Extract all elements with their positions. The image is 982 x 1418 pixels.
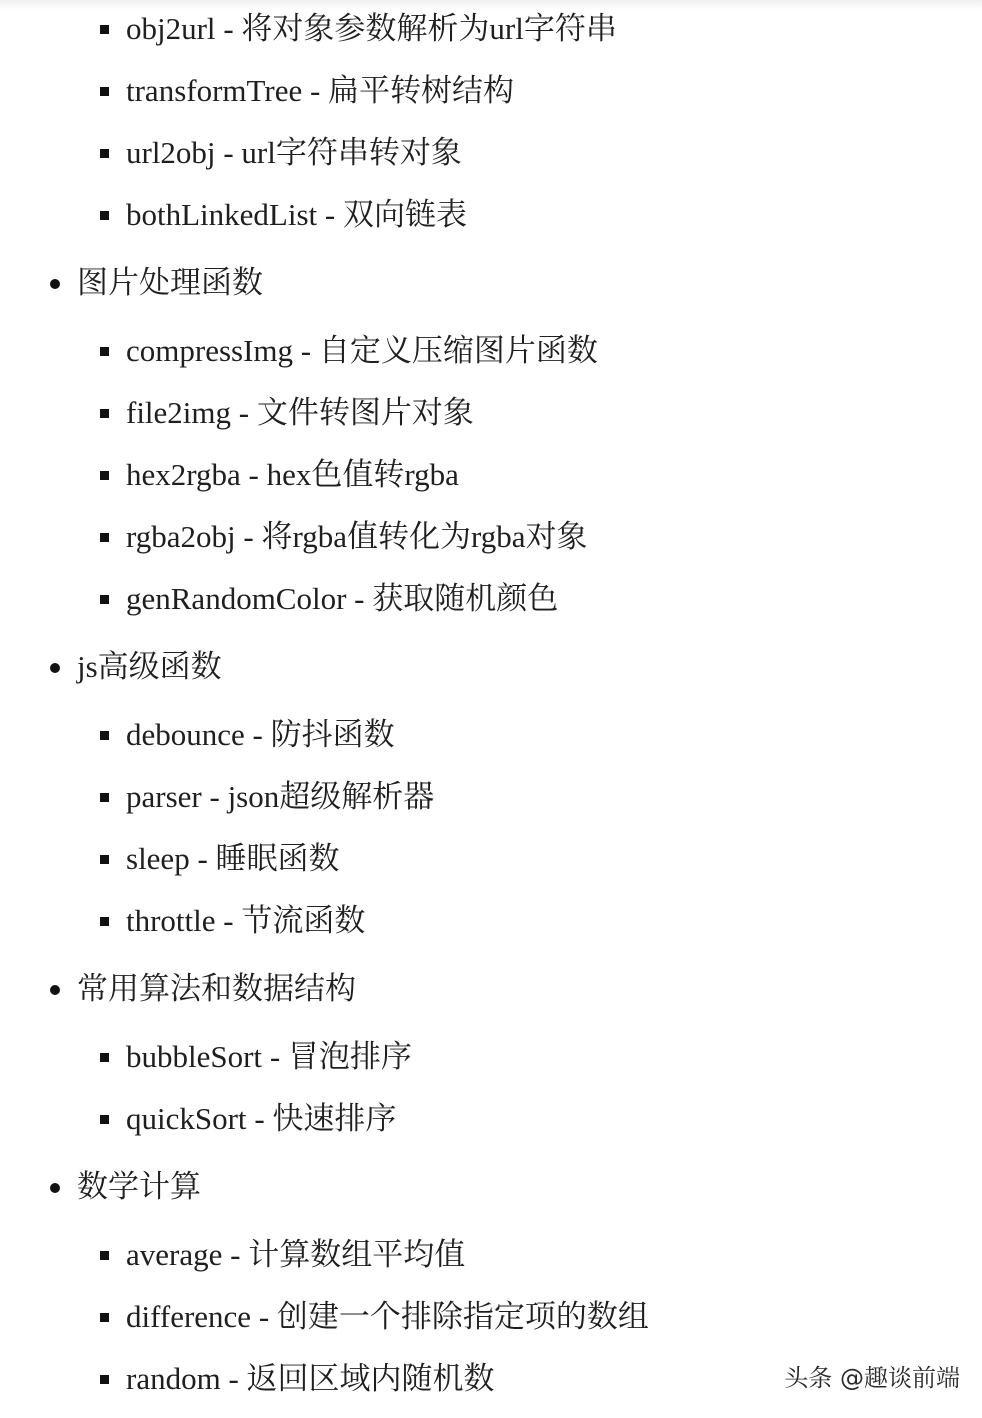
item-description: 节流函数 (241, 903, 366, 938)
item-name: quickSort (126, 1101, 247, 1136)
item-description: 文件转图片对象 (256, 395, 474, 430)
round-bullet-icon (50, 985, 60, 995)
item-name: hex2rgba (126, 457, 241, 492)
section-heading-text: js高级函数 (77, 649, 222, 684)
item-separator: - (244, 717, 271, 752)
list-item-file2img (126, 393, 474, 433)
item-description: 返回区域内随机数 (246, 1361, 495, 1396)
section-heading-text: 数学计算 (77, 1169, 201, 1204)
item-name: debounce (126, 717, 245, 752)
item-description: 自定义压缩图片函数 (318, 333, 598, 368)
list-item-genrandomcolor (126, 579, 558, 619)
square-bullet-icon (100, 917, 109, 926)
item-name: parser (126, 779, 202, 814)
square-bullet-icon (100, 595, 109, 604)
round-bullet-icon (50, 663, 60, 673)
list-item-throttle (126, 901, 365, 941)
item-separator: - (293, 333, 319, 368)
square-bullet-icon (100, 1115, 109, 1124)
item-description: 获取随机颜色 (372, 581, 559, 616)
item-description: 将对象参数解析为url字符串 (241, 11, 617, 46)
list-item-bothlinkedlist (126, 195, 467, 235)
square-bullet-icon (100, 731, 109, 740)
square-bullet-icon (100, 1313, 109, 1322)
square-bullet-icon (100, 1375, 109, 1384)
item-description: 创建一个排除指定项的数组 (276, 1299, 649, 1334)
list-item-difference (126, 1297, 649, 1337)
square-bullet-icon (100, 1251, 109, 1260)
list-item-rgba2obj (126, 517, 588, 557)
item-separator: - (215, 903, 242, 938)
list-item-transformtree (126, 71, 514, 111)
item-separator: - (220, 1361, 247, 1396)
square-bullet-icon (100, 1053, 109, 1062)
item-name: throttle (126, 903, 216, 938)
item-separator: - (215, 11, 242, 46)
square-bullet-icon (100, 533, 109, 542)
section-heading-algorithms (77, 969, 356, 1009)
item-name: transformTree (126, 73, 303, 108)
item-name: rgba2obj (126, 519, 236, 554)
list-item-bubblesort (126, 1037, 412, 1077)
square-bullet-icon (100, 25, 109, 34)
item-description: json超级解析器 (227, 779, 435, 814)
item-name: bothLinkedList (126, 197, 318, 232)
section-heading-text: 常用算法和数据结构 (77, 971, 356, 1006)
square-bullet-icon (100, 471, 109, 480)
item-separator: - (262, 1039, 288, 1074)
item-name: bubbleSort (126, 1039, 263, 1074)
list-item-quicksort (126, 1099, 396, 1139)
item-description: 快速排序 (272, 1101, 397, 1136)
square-bullet-icon (100, 211, 109, 220)
item-description: 计算数组平均值 (248, 1237, 466, 1272)
square-bullet-icon (100, 793, 109, 802)
item-name: random (126, 1361, 221, 1396)
item-separator: - (235, 519, 262, 554)
list-item-debounce (126, 715, 395, 755)
item-separator: - (246, 1101, 273, 1136)
item-separator: - (302, 73, 329, 108)
item-name: compressImg (126, 333, 294, 368)
watermark: 头条 @趣谈前端 (784, 1364, 960, 1392)
item-separator: - (317, 197, 343, 232)
item-description: 将rgba值转化为rgba对象 (261, 519, 588, 554)
square-bullet-icon (100, 149, 109, 158)
item-description: 防抖函数 (270, 717, 395, 752)
list-item-hex2rgba (126, 455, 459, 495)
list-item-obj2url (126, 9, 617, 49)
list-item-sleep (126, 839, 340, 879)
item-description: 冒泡排序 (287, 1039, 412, 1074)
section-heading-image (77, 263, 263, 303)
item-description: 扁平转树结构 (328, 73, 515, 108)
item-description: url字符串转对象 (241, 135, 462, 170)
round-bullet-icon (50, 1183, 60, 1193)
square-bullet-icon (100, 87, 109, 96)
item-name: difference (126, 1299, 252, 1334)
item-separator: - (251, 1299, 277, 1334)
item-name: url2obj (126, 135, 216, 170)
item-separator: - (231, 395, 257, 430)
item-description: 双向链表 (342, 197, 467, 232)
item-separator: - (215, 135, 242, 170)
item-separator: - (346, 581, 373, 616)
list-item-compressimg (126, 331, 598, 371)
square-bullet-icon (100, 855, 109, 864)
item-name: obj2url (126, 11, 216, 46)
section-heading-js-advanced (77, 647, 222, 687)
item-name: average (126, 1237, 223, 1272)
round-bullet-icon (50, 279, 60, 289)
item-separator: - (222, 1237, 249, 1272)
item-name: genRandomColor (126, 581, 347, 616)
item-name: file2img (126, 395, 232, 430)
item-description: 睡眠函数 (215, 841, 340, 876)
item-description: hex色值转rgba (266, 457, 459, 492)
list-item-average (126, 1235, 465, 1275)
square-bullet-icon (100, 347, 109, 356)
list-item-random (126, 1359, 495, 1399)
list-item-url2obj (126, 133, 462, 173)
item-separator: - (201, 779, 228, 814)
section-heading-math (77, 1167, 201, 1207)
item-separator: - (240, 457, 267, 492)
item-name: sleep (126, 841, 190, 876)
item-separator: - (189, 841, 216, 876)
section-heading-text: 图片处理函数 (77, 265, 263, 300)
list-item-parser (126, 777, 434, 817)
square-bullet-icon (100, 409, 109, 418)
